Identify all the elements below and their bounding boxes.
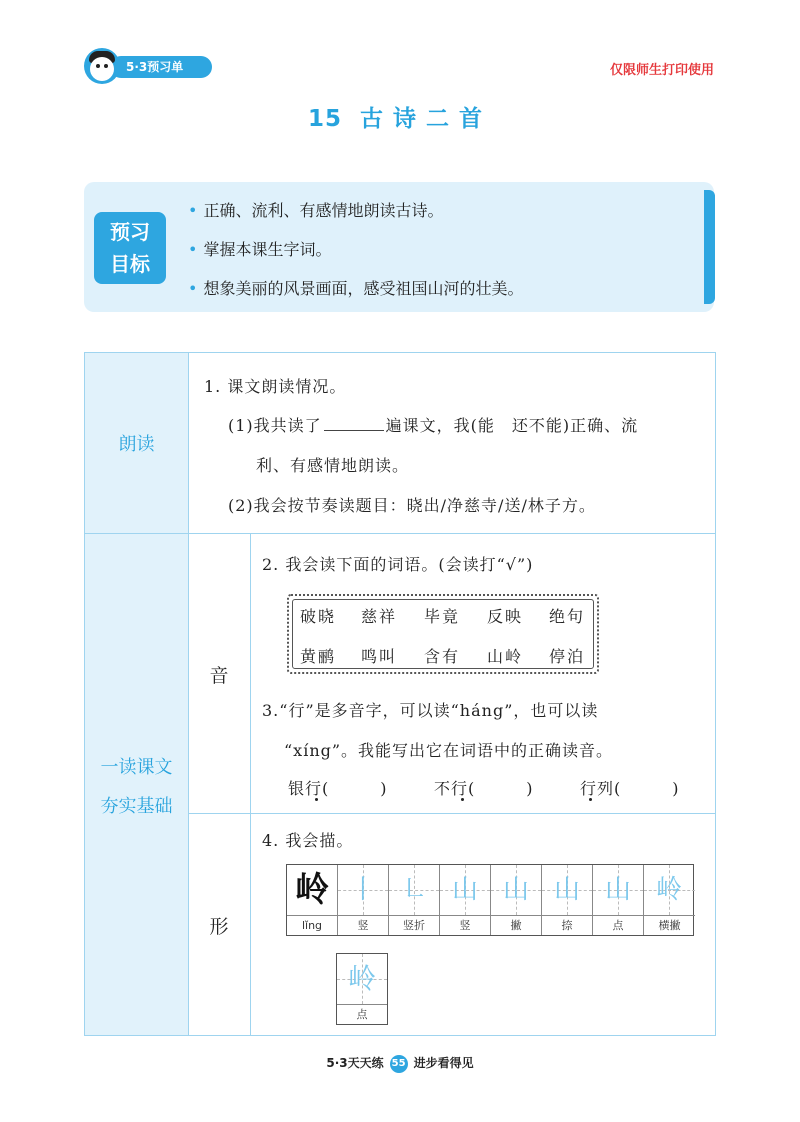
trace-char: 丨 — [349, 875, 376, 905]
reading-section-label: 朗读 — [118, 434, 155, 455]
goal-item-text: 掌握本课生字词。 — [203, 240, 332, 259]
vocab-word[interactable]: 黄鹂 — [300, 647, 337, 666]
goal-item: • 正确、流利、有感情地朗读古诗。 — [188, 201, 444, 220]
sound-label: 音 — [209, 665, 229, 687]
emphasis-dot — [315, 798, 318, 801]
vocab-word[interactable]: 慈祥 — [361, 607, 398, 626]
row-divider — [188, 813, 715, 814]
stroke-name-label: 点 — [337, 1004, 387, 1024]
q1-part1-suffix: 遍课文，我(能 还不能)正确、流 — [385, 416, 639, 435]
vocab-word[interactable]: 反映 — [487, 607, 524, 626]
goal-item-text: 正确、流利、有感情地朗读古诗。 — [203, 201, 444, 220]
trace-cell[interactable] — [491, 865, 542, 915]
usage-restriction-note: 仅限师生打印使用 — [609, 63, 714, 78]
trace-cell[interactable] — [593, 865, 644, 915]
trace-char: 山 — [604, 875, 631, 905]
emphasis-dot — [589, 798, 592, 801]
vocab-word[interactable]: 含有 — [424, 647, 461, 666]
q1-part1-line1 — [228, 413, 638, 436]
q4-title: 4. 我会描。 — [262, 831, 354, 850]
goals-tag — [94, 212, 166, 284]
stroke-name-label: 横撇 — [644, 915, 695, 935]
column-divider — [250, 533, 251, 1035]
q1-part2: (2)我会按节奏读题目：晓出/净慈寺/送/林子方。 — [228, 496, 596, 515]
mascot-avatar-icon — [84, 48, 120, 84]
goals-tag-line2: 目标 — [110, 252, 150, 276]
vocab-word[interactable]: 鸣叫 — [361, 647, 398, 666]
foundation-section-label-2: 夯实基础 — [100, 796, 173, 817]
trace-char: 山 — [502, 875, 529, 905]
final-stroke-cell[interactable] — [336, 953, 388, 1025]
pinyin-answer-field[interactable]: 不行( ) — [434, 779, 534, 798]
vocab-word[interactable]: 破晓 — [300, 607, 337, 626]
model-char-cell — [287, 865, 338, 915]
stroke-order-grid — [286, 864, 694, 936]
page-footer — [0, 1054, 800, 1073]
lesson-number: 15 — [307, 106, 342, 132]
goals-panel-edge — [704, 190, 715, 304]
series-badge-label: 5·3预习单 — [110, 56, 212, 78]
pinyin-label: lǐng — [287, 915, 338, 935]
page-number: 55 — [390, 1055, 408, 1073]
goal-item-text: 想象美丽的风景画面，感受祖国山河的壮美。 — [203, 279, 524, 298]
foundation-section-label-1: 一读课文 — [100, 757, 173, 778]
stroke-name-label: 竖 — [338, 915, 389, 935]
q3-line1: 3.“行”是多音字，可以读“háng”，也可以读 — [262, 701, 599, 720]
trace-char: 山 — [553, 875, 580, 905]
footer-series: 5·3天天练 — [326, 1056, 384, 1070]
q1-title: 1. 课文朗读情况。 — [204, 377, 347, 396]
lesson-name: 古诗二首 — [360, 106, 492, 132]
goals-tag-line1: 预习 — [110, 220, 150, 244]
trace-char: 岭 — [655, 875, 682, 905]
vocab-word[interactable]: 绝句 — [549, 607, 586, 626]
stroke-name-label: 竖折 — [389, 915, 440, 935]
trace-cell[interactable] — [644, 865, 695, 915]
trace-cell — [337, 954, 387, 1004]
pinyin-answer-field[interactable]: 银行( ) — [288, 779, 388, 798]
trace-cell[interactable] — [389, 865, 440, 915]
stroke-name-label: 点 — [593, 915, 644, 935]
trace-char: 山 — [451, 875, 478, 905]
trace-char: ㇗ — [400, 875, 427, 905]
trace-cell[interactable] — [338, 865, 389, 915]
footer-slogan: 进步看得见 — [413, 1056, 474, 1070]
trace-cell[interactable] — [440, 865, 491, 915]
vocab-word[interactable]: 毕竟 — [424, 607, 461, 626]
q1-part1-line2: 利、有感情地朗读。 — [256, 456, 410, 475]
read-count-blank[interactable] — [324, 415, 384, 431]
q1-part1-prefix: (1)我共读了 — [228, 416, 322, 435]
q2-title: 2. 我会读下面的词语。(会读打“√”) — [262, 555, 534, 574]
row-divider — [85, 533, 715, 534]
vocab-word[interactable]: 停泊 — [549, 647, 586, 666]
stroke-name-label: 捺 — [542, 915, 593, 935]
lesson-title — [0, 100, 800, 133]
pinyin-answer-field[interactable]: 行列( ) — [580, 779, 680, 798]
series-badge — [84, 48, 214, 82]
model-char: 岭 — [295, 870, 329, 910]
goal-item: • 掌握本课生字词。 — [188, 240, 332, 259]
vocab-word[interactable]: 山岭 — [487, 647, 524, 666]
stroke-name-label: 撇 — [491, 915, 542, 935]
stroke-name-label: 竖 — [440, 915, 491, 935]
trace-char: 岭 — [347, 962, 376, 995]
shape-label: 形 — [209, 916, 229, 938]
q3-line2: “xíng”。我能写出它在词语中的正确读音。 — [284, 741, 614, 760]
trace-cell[interactable] — [542, 865, 593, 915]
emphasis-dot — [461, 798, 464, 801]
goal-item: • 想象美丽的风景画面，感受祖国山河的壮美。 — [188, 279, 524, 298]
